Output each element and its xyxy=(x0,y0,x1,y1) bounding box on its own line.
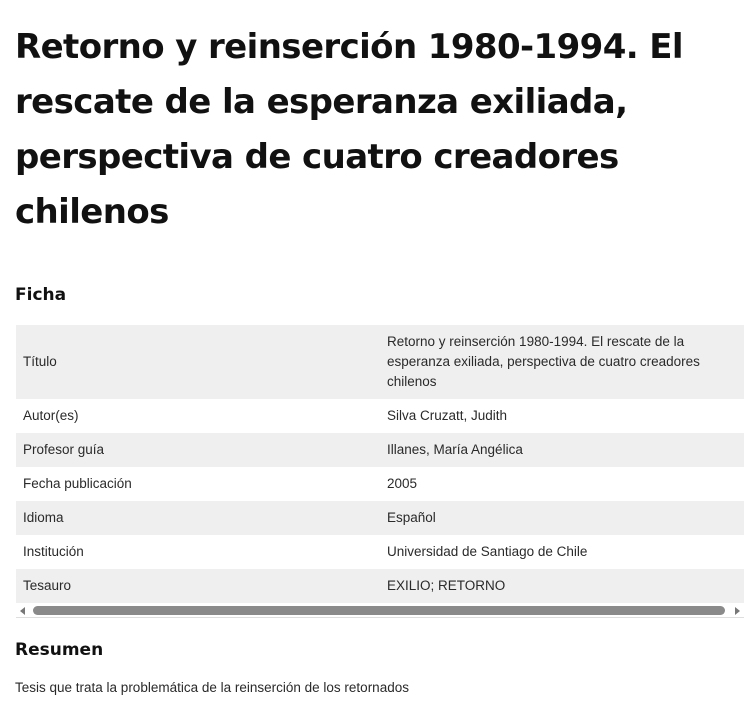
row-label: Autor(es) xyxy=(23,408,79,423)
row-value: Silva Cruzatt, Judith xyxy=(387,408,508,423)
resumen-text: Tesis que trata la problemática de la reinserción de los retornados xyxy=(15,680,409,695)
row-value: Español xyxy=(380,501,744,535)
row-label: Título xyxy=(16,325,380,399)
row-value: Retorno y reinserción 1980-1994. El rescate de la esperanza exiliada, perspectiva de cuatro creadores chilenos xyxy=(380,325,744,399)
row-label: Fecha publicación xyxy=(23,476,132,491)
scroll-left-arrow-icon[interactable] xyxy=(20,607,25,615)
ficha-table xyxy=(16,325,744,603)
row-label: Institución xyxy=(23,544,84,559)
ficha-table-container xyxy=(16,325,744,620)
scrollbar-thumb[interactable] xyxy=(33,606,725,615)
scroll-right-arrow-icon[interactable] xyxy=(735,607,740,615)
row-value: 2005 xyxy=(387,476,418,491)
row-value: EXILIO; RETORNO xyxy=(380,569,744,603)
table-row xyxy=(16,433,744,467)
table-row xyxy=(16,325,744,399)
table-row xyxy=(16,535,744,569)
row-label: Idioma xyxy=(16,501,380,535)
row-value: Illanes, María Angélica xyxy=(380,433,744,467)
row-label: Profesor guía xyxy=(16,433,380,467)
table-row xyxy=(16,501,744,535)
resumen-heading: Resumen xyxy=(15,640,104,660)
ficha-heading: Ficha xyxy=(15,285,67,305)
row-label: Tesauro xyxy=(16,569,380,603)
row-value: Universidad de Santiago de Chile xyxy=(387,544,588,559)
horizontal-scrollbar[interactable] xyxy=(16,603,744,618)
table-row xyxy=(16,399,744,433)
page-title: Retorno y reinserción 1980-1994. El rescate de la esperanza exiliada, perspectiva de cuatro creadores chilenos xyxy=(15,27,683,232)
table-row xyxy=(16,467,744,501)
table-row xyxy=(16,569,744,603)
